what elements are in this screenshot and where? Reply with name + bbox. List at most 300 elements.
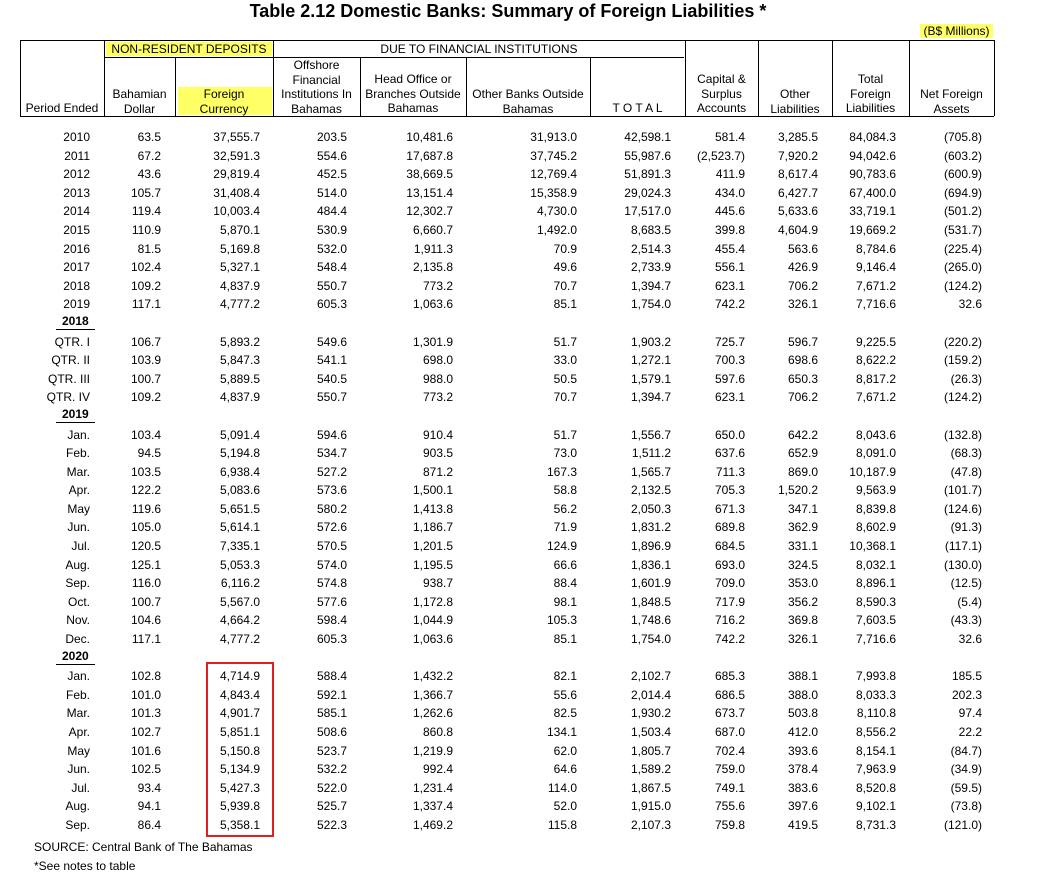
table-cell: 362.9: [787, 520, 818, 535]
table-row: [0, 461, 1050, 480]
table-cell: 6,938.4: [219, 464, 260, 479]
table-cell: 105.3: [546, 613, 577, 628]
table-cell: 597.6: [714, 371, 745, 386]
row-label: Jul.: [71, 539, 90, 554]
table-cell: 29,819.4: [213, 167, 260, 182]
table-cell: 51,891.3: [624, 167, 671, 182]
table-cell: 117.1: [131, 297, 161, 312]
table-cell: 652.9: [787, 446, 818, 461]
table-cell: (603.2): [943, 148, 982, 163]
table-cell: 7,603.5: [855, 613, 896, 628]
table-row: [0, 349, 1050, 368]
table-cell: 7,671.2: [855, 390, 896, 405]
table-cell: 12,302.7: [406, 204, 453, 219]
row-label: 2014: [63, 204, 90, 219]
table-cell: 5,169.8: [219, 241, 260, 256]
table-cell: 684.5: [714, 539, 745, 554]
table-cell: 523.7: [316, 743, 347, 758]
table-cell: 4,777.2: [219, 632, 260, 647]
table-cell: 103.5: [130, 464, 161, 479]
table-cell: 324.5: [787, 557, 818, 572]
table-cell: 700.3: [714, 353, 745, 368]
table-cell: 988.0: [422, 371, 453, 386]
table-cell: (220.2): [943, 334, 982, 349]
table-cell: 1,195.5: [412, 557, 453, 572]
table-cell: 773.2: [422, 390, 453, 405]
table-cell: 5,889.5: [219, 371, 260, 386]
table-cell: 5,150.8: [219, 743, 260, 758]
table-cell: (5.4): [957, 594, 982, 609]
table-row: [0, 163, 1050, 182]
table-cell: 7,963.9: [855, 762, 896, 777]
year-heading: 2020: [62, 649, 89, 663]
table-cell: 52.0: [553, 799, 577, 814]
table-cell: 540.5: [316, 371, 347, 386]
table-cell: 903.5: [422, 446, 453, 461]
table-cell: 102.8: [130, 669, 161, 684]
table-cell: 116.0: [131, 576, 161, 591]
table-cell: 452.5: [316, 167, 347, 182]
table-cell: 8,520.8: [855, 780, 896, 795]
table-cell: 1,903.2: [630, 334, 671, 349]
year-heading-row: [0, 647, 1050, 666]
table-cell: 71.9: [553, 520, 577, 535]
table-cell: 58.8: [553, 483, 577, 498]
table-cell: 202.3: [951, 687, 982, 702]
table-cell: 1,520.2: [777, 483, 818, 498]
table-cell: 5,567.0: [219, 594, 260, 609]
table-cell: 37,745.2: [530, 148, 577, 163]
table-cell: 992.4: [422, 762, 453, 777]
total-header: T O T A L: [612, 101, 663, 115]
table-cell: 412.0: [787, 725, 818, 739]
table-cell: 1,337.4: [412, 799, 453, 814]
row-label: QTR. IV: [46, 390, 90, 405]
table-row: [0, 238, 1050, 257]
table-cell: 706.2: [787, 390, 818, 405]
table-cell: 1,219.9: [412, 743, 453, 758]
table-cell: 1,503.4: [630, 725, 671, 739]
table-cell: 5,851.1: [219, 725, 260, 739]
table-cell: 581.4: [714, 130, 745, 144]
table-cell: 2,135.8: [412, 260, 453, 275]
table-cell: 725.7: [714, 334, 745, 349]
table-row: [0, 591, 1050, 610]
table-cell: 910.4: [422, 427, 453, 442]
table-cell: 8,043.6: [855, 427, 896, 442]
table-cell: 94.1: [137, 799, 161, 814]
row-label: Jan.: [67, 427, 90, 442]
table-cell: 1,186.7: [412, 520, 453, 535]
table-cell: (84.7): [950, 743, 982, 758]
table-cell: (124.2): [943, 278, 982, 293]
table-cell: 1,044.9: [412, 613, 453, 628]
foreign-currency-header: Foreign Currency: [199, 87, 249, 116]
table-cell: 5,651.5: [219, 501, 260, 516]
table-cell: (124.6): [943, 501, 982, 516]
table-cell: 67,400.0: [849, 185, 896, 200]
table-cell: 64.6: [553, 762, 577, 777]
table-cell: 388.0: [787, 687, 818, 702]
table-cell: 9,563.9: [855, 483, 896, 498]
table-cell: 5,358.1: [219, 817, 260, 832]
table-cell: (26.3): [950, 371, 982, 386]
row-label: Jan.: [67, 669, 90, 684]
table-cell: 709.0: [714, 576, 745, 591]
row-label: 2012: [63, 167, 90, 182]
table-row: [0, 275, 1050, 294]
table-cell: (117.1): [944, 539, 982, 554]
table-cell: 70.7: [553, 278, 577, 293]
table-cell: 637.6: [714, 446, 745, 461]
table-row: [0, 498, 1050, 517]
table-cell: 4,901.7: [219, 706, 260, 721]
table-cell: 1,500.1: [412, 483, 453, 498]
row-label: Aug.: [65, 799, 90, 814]
table-cell: 623.1: [714, 278, 745, 293]
table-cell: 594.6: [316, 427, 347, 442]
table-cell: 103.9: [130, 353, 161, 368]
table-cell: 698.6: [787, 353, 818, 368]
table-cell: 33.0: [553, 353, 577, 368]
table-cell: 2,132.5: [630, 483, 671, 498]
table-cell: 32,591.3: [213, 148, 260, 163]
table-cell: 773.2: [422, 278, 453, 293]
table-cell: 81.5: [137, 241, 161, 256]
table-cell: 749.1: [714, 780, 745, 795]
table-cell: 12,769.4: [530, 167, 577, 182]
table-cell: 101.0: [130, 687, 161, 702]
table-cell: 534.7: [316, 446, 347, 461]
period-ended-header: Period Ended: [25, 101, 99, 115]
table-cell: 8,110.8: [856, 706, 896, 721]
table-cell: 119.4: [131, 204, 161, 219]
table-row: [0, 126, 1050, 145]
table-row: [0, 609, 1050, 628]
row-label: Feb.: [65, 446, 90, 461]
table-cell: 369.8: [787, 613, 818, 628]
table-cell: 563.6: [787, 241, 818, 256]
table-cell: 1,589.2: [630, 762, 671, 777]
table-cell: 5,614.1: [219, 520, 260, 535]
table-cell: 592.1: [316, 687, 347, 702]
table-cell: (531.7): [943, 222, 982, 237]
table-cell: 167.3: [546, 464, 577, 479]
header-bottom-rule: [20, 116, 994, 117]
row-label: QTR. II: [51, 353, 90, 368]
table-cell: 378.4: [787, 762, 818, 777]
table-cell: 185.5: [951, 669, 982, 684]
table-cell: 1,272.1: [630, 353, 671, 368]
table-cell: 419.5: [787, 817, 818, 832]
table-cell: (47.8): [950, 464, 982, 479]
table-cell: 102.4: [130, 260, 161, 275]
table-body: [0, 126, 1050, 833]
table-cell: 1,831.2: [630, 520, 671, 535]
year-heading: 2018: [62, 314, 89, 328]
source-note: SOURCE: Central Bank of The Bahamas: [34, 840, 253, 854]
table-cell: 33,719.1: [849, 204, 896, 219]
table-cell: 85.1: [553, 297, 577, 312]
table-cell: 4,730.0: [536, 204, 577, 219]
table-cell: 124.9: [546, 539, 577, 554]
table-cell: 10,368.1: [849, 539, 896, 554]
row-label: QTR. III: [48, 371, 90, 386]
row-label: May: [67, 743, 90, 758]
table-cell: 605.3: [316, 297, 347, 312]
table-cell: 388.1: [787, 669, 818, 684]
table-cell: 1,366.7: [412, 687, 453, 702]
table-cell: 88.4: [553, 576, 577, 591]
table-cell: 63.5: [137, 130, 161, 144]
table-cell: 1,911.3: [413, 241, 453, 256]
table-cell: (2,523.7): [696, 148, 745, 163]
net-foreign-assets-header: Net Foreign Assets: [920, 87, 983, 116]
table-cell: 5,194.8: [219, 446, 260, 461]
table-cell: 742.2: [714, 297, 745, 312]
table-cell: 7,671.2: [855, 278, 896, 293]
table-cell: (12.5): [950, 576, 982, 591]
table-cell: 693.0: [714, 557, 745, 572]
table-cell: 623.1: [714, 390, 745, 405]
table-cell: 759.0: [714, 762, 745, 777]
table-cell: 689.8: [714, 520, 745, 535]
table-cell: 29,024.3: [624, 185, 671, 200]
table-cell: 5,053.3: [219, 557, 260, 572]
table-cell: 411.9: [715, 167, 745, 182]
table-row: [0, 628, 1050, 647]
table-row: [0, 721, 1050, 740]
table-cell: 106.7: [130, 334, 161, 349]
table-cell: 484.4: [316, 204, 347, 219]
row-label: Oct.: [67, 594, 90, 609]
table-cell: 1,754.0: [630, 297, 671, 312]
table-cell: 7,716.6: [855, 297, 896, 312]
row-label: Apr.: [68, 725, 90, 739]
table-cell: 17,687.8: [406, 148, 453, 163]
table-cell: 203.5: [316, 130, 347, 144]
table-cell: 541.1: [316, 353, 347, 368]
table-cell: 6,427.7: [777, 185, 818, 200]
table-cell: 2,050.3: [630, 501, 671, 516]
table-cell: 356.2: [787, 594, 818, 609]
table-cell: 525.7: [316, 799, 347, 814]
table-cell: 397.6: [787, 799, 818, 814]
table-cell: (130.0): [943, 557, 982, 572]
row-label: Aug.: [65, 557, 90, 572]
table-cell: 70.9: [553, 241, 577, 256]
table-cell: 19,669.2: [849, 222, 896, 237]
table-cell: 503.8: [787, 706, 818, 721]
table-row: [0, 200, 1050, 219]
table-cell: 434.0: [714, 185, 745, 200]
table-cell: 716.2: [714, 613, 745, 628]
table-cell: (34.9): [950, 762, 982, 777]
table-cell: 1,432.2: [412, 669, 453, 684]
table-cell: 1,867.5: [630, 780, 671, 795]
table-cell: 8,617.4: [777, 167, 818, 182]
table-cell: 1,492.0: [536, 222, 577, 237]
table-cell: 527.2: [316, 464, 347, 479]
table-cell: 32.6: [958, 632, 982, 647]
highlight-box: [206, 662, 274, 837]
table-cell: 42,598.1: [624, 130, 671, 144]
table-cell: 62.0: [553, 743, 577, 758]
table-cell: 3,285.5: [777, 130, 818, 144]
row-label: 2013: [63, 185, 90, 200]
table-cell: (501.2): [943, 204, 982, 219]
table-cell: 353.0: [787, 576, 818, 591]
table-cell: 22.2: [958, 725, 982, 739]
table-cell: (59.5): [950, 780, 982, 795]
table-row: [0, 554, 1050, 573]
table-cell: 574.8: [316, 576, 347, 591]
table-cell: 101.3: [130, 706, 161, 721]
table-cell: 134.1: [546, 725, 577, 739]
table-cell: 331.1: [787, 539, 818, 554]
table-cell: 1,848.5: [630, 594, 671, 609]
table-cell: (225.4): [943, 241, 982, 256]
table-cell: 1,172.8: [412, 594, 453, 609]
table-cell: 8,731.3: [855, 817, 896, 832]
table-cell: 109.2: [130, 390, 161, 405]
table-cell: 105.7: [130, 185, 161, 200]
header-mid-rule: [104, 57, 684, 58]
table-cell: 393.6: [787, 743, 818, 758]
table-row: [0, 386, 1050, 405]
table-cell: (91.3): [950, 520, 982, 535]
table-cell: 1,231.4: [412, 780, 453, 795]
table-cell: 8,154.1: [855, 743, 896, 758]
table-cell: 5,939.8: [219, 799, 260, 814]
table-cell: 51.7: [553, 427, 577, 442]
table-cell: 109.2: [130, 278, 161, 293]
table-cell: 8,839.8: [855, 501, 896, 516]
table-cell: 9,102.1: [855, 799, 896, 814]
table-cell: 50.5: [553, 371, 577, 386]
table-cell: 1,896.9: [630, 539, 671, 554]
table-cell: 573.6: [316, 483, 347, 498]
row-label: Jun.: [67, 762, 90, 777]
table-cell: 2,514.3: [630, 241, 671, 256]
table-cell: 598.4: [316, 613, 347, 628]
total-foreign-liabilities-header: Total Foreign Liabilities: [845, 72, 896, 115]
table-cell: 326.1: [787, 297, 818, 312]
table-cell: 8,817.2: [855, 371, 896, 386]
table-cell: 871.2: [422, 464, 453, 479]
table-cell: 8,784.6: [855, 241, 896, 256]
table-cell: 585.1: [316, 706, 347, 721]
table-cell: 31,913.0: [530, 130, 577, 144]
table-cell: 8,590.3: [855, 594, 896, 609]
table-cell: 383.6: [787, 780, 818, 795]
table-cell: 66.6: [553, 557, 577, 572]
table-cell: (705.8): [943, 130, 982, 144]
table-cell: 119.6: [131, 501, 161, 516]
table-cell: 10,481.6: [406, 130, 453, 144]
table-cell: 8,033.3: [855, 687, 896, 702]
table-cell: 514.0: [316, 185, 347, 200]
row-label: Sep.: [65, 576, 90, 591]
table-cell: 86.4: [137, 817, 161, 832]
table-cell: 110.9: [131, 222, 161, 237]
table-cell: 530.9: [316, 222, 347, 237]
table-cell: 550.7: [316, 278, 347, 293]
table-cell: 8,602.9: [855, 520, 896, 535]
table-cell: (68.3): [950, 446, 982, 461]
row-label: 2011: [64, 148, 90, 163]
table-cell: 94.5: [137, 446, 161, 461]
table-cell: 7,993.8: [855, 669, 896, 684]
table-row: [0, 758, 1050, 777]
table-cell: 114.0: [547, 780, 577, 795]
units-label: (B$ Millions): [920, 24, 993, 38]
table-cell: 8,896.1: [855, 576, 896, 591]
table-cell: 122.2: [130, 483, 161, 498]
table-cell: 10,003.4: [213, 204, 260, 219]
year-heading-row: [0, 312, 1050, 331]
table-cell: 445.6: [714, 204, 745, 219]
table-cell: 93.4: [137, 780, 161, 795]
table-cell: 8,032.1: [855, 557, 896, 572]
row-label: Mar.: [66, 706, 90, 721]
row-label: Dec.: [65, 632, 90, 647]
table-cell: 32.6: [958, 297, 982, 312]
table-cell: 104.6: [130, 613, 161, 628]
table-cell: 6,116.2: [220, 576, 260, 591]
table-cell: 702.4: [714, 743, 745, 758]
table-cell: 605.3: [316, 632, 347, 647]
table-cell: 125.1: [130, 557, 161, 572]
row-label: 2015: [63, 222, 90, 237]
row-label: 2016: [63, 241, 90, 256]
table-cell: 5,847.3: [219, 353, 260, 368]
table-row: [0, 572, 1050, 591]
table-row: [0, 293, 1050, 312]
table-cell: 1,754.0: [630, 632, 671, 647]
table-cell: 7,716.6: [855, 632, 896, 647]
table-cell: 1,413.8: [412, 501, 453, 516]
row-label: 2019: [63, 297, 90, 312]
table-cell: 94,042.6: [849, 148, 896, 163]
table-cell: 687.0: [714, 725, 745, 739]
table-cell: 698.0: [422, 353, 453, 368]
table-cell: 10,187.9: [849, 464, 896, 479]
row-label: Jun.: [67, 520, 90, 535]
table-cell: 105.0: [130, 520, 161, 535]
table-cell: 31,408.4: [213, 185, 260, 200]
table-cell: 1,394.7: [630, 278, 671, 293]
table-cell: 102.5: [130, 762, 161, 777]
table-cell: 100.7: [130, 371, 161, 386]
table-cell: 2,733.9: [630, 260, 671, 275]
table-cell: 67.2: [137, 148, 161, 163]
table-cell: 5,633.6: [777, 204, 818, 219]
table-cell: 711.3: [715, 464, 745, 479]
table-cell: 650.0: [714, 427, 745, 442]
table-cell: 705.3: [714, 483, 745, 498]
table-cell: 532.2: [316, 762, 347, 777]
table-cell: (43.3): [950, 613, 982, 628]
table-row: [0, 684, 1050, 703]
table-cell: (600.9): [943, 167, 982, 182]
table-cell: 1,601.9: [630, 576, 671, 591]
table-cell: 426.9: [787, 260, 818, 275]
table-cell: 522.0: [316, 780, 347, 795]
table-cell: 577.6: [316, 594, 347, 609]
table-row: [0, 424, 1050, 443]
table-cell: 8,556.2: [855, 725, 896, 739]
